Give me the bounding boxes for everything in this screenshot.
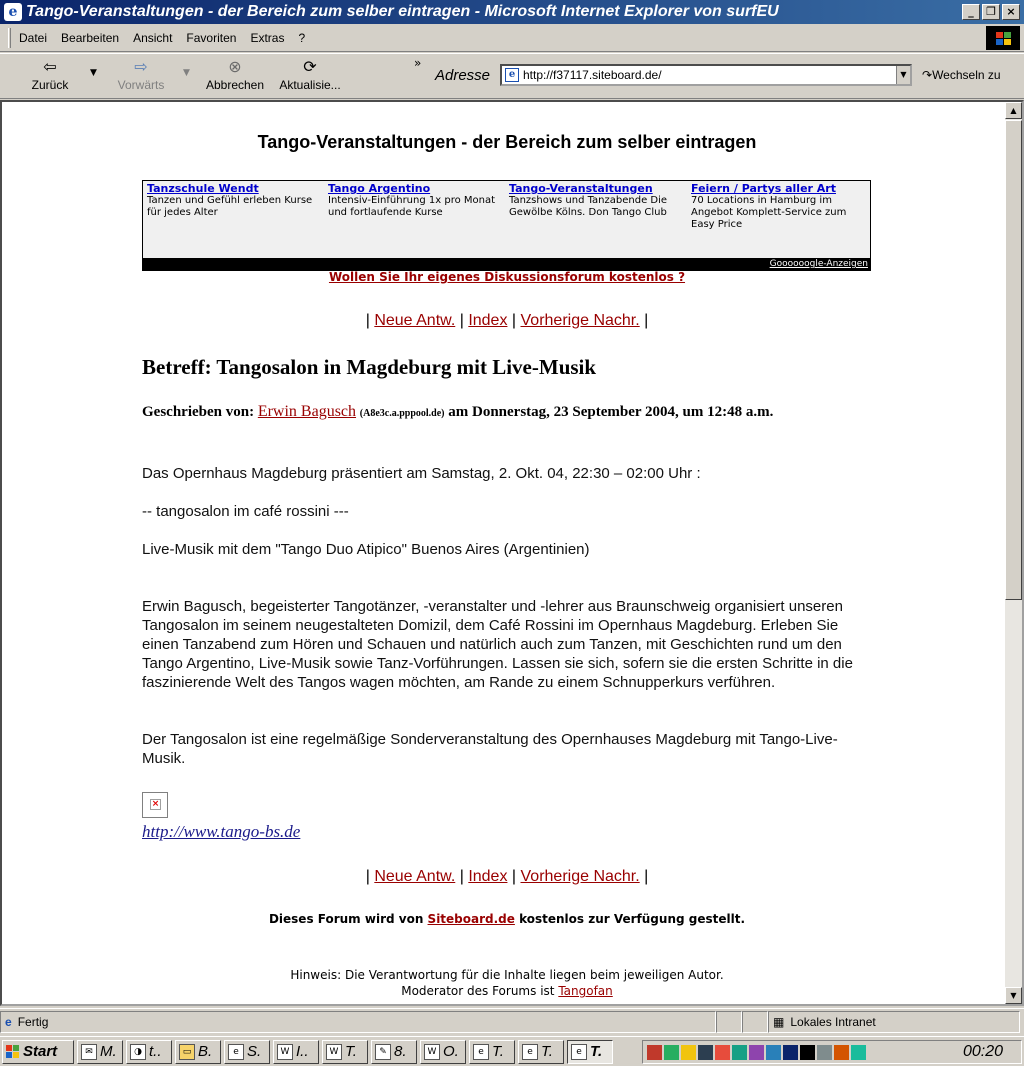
ad-item[interactable] bbox=[147, 183, 325, 219]
window-title: Tango-Veranstaltungen - der Bereich zum selber eintragen - Microsoft Internet Explorer von surfEU bbox=[26, 3, 779, 20]
post-paragraph: Der Tangosalon ist eine regelmäßige Sonderveranstaltung des Opernhauses Magdeburg mit Tango-Live-Musik. bbox=[142, 731, 838, 767]
post-paragraph: Erwin Bagusch, begeisterter Tangotänzer, -veranstalter und -lehrer aus Braunschweig organisiert unseren Tangosalon im seinem neugestalteten Domizil, dem Café Rossini im Opernhaus Magdeburg. Erleben Sie einen Tanzabend zum Hören und Schauen und natürlich auch zum Tanzen, mit Geschichten rund um den Tango Argentino, Live-Musik sowie Tanz-Vorführungen. Lassen sie sich, sofern sie die ersten Schritte in die faszinierende Welt des Tangos wagen möchten, am Rande zu einem Schnupperkurs verführen. bbox=[142, 598, 853, 691]
nav-links-top bbox=[142, 312, 872, 330]
forward-button[interactable] bbox=[110, 58, 172, 96]
tray-icon[interactable] bbox=[783, 1045, 798, 1060]
ad-text: Intensiv-Einführung 1x pro Monat und fortlaufende Kurse bbox=[328, 195, 496, 218]
tray-icon[interactable] bbox=[817, 1045, 832, 1060]
ad-text: 70 Locations in Hamburg im Angebot Komplett-Service zum Easy Price bbox=[691, 195, 847, 230]
scroll-up-button[interactable]: ▲ bbox=[1005, 102, 1022, 119]
disclaimer-text: Hinweis: Die Verantwortung für die Inhalte liegen beim jeweiligen Autor. bbox=[290, 968, 724, 982]
taskbar-item-label: T. bbox=[345, 1043, 357, 1060]
taskbar-item[interactable] bbox=[322, 1040, 368, 1064]
taskbar-item[interactable] bbox=[273, 1040, 319, 1064]
written-prefix: Geschrieben von: bbox=[142, 404, 255, 420]
word-icon: W bbox=[277, 1044, 293, 1060]
external-link[interactable]: http://www.tango-bs.de bbox=[142, 822, 301, 841]
address-label: Adresse bbox=[435, 67, 491, 84]
ad-text: Tanzen und Gefühl erleben Kurse für jedes Alter bbox=[147, 195, 313, 218]
start-button[interactable] bbox=[2, 1040, 74, 1064]
ad-item[interactable] bbox=[691, 183, 869, 231]
title-bar bbox=[0, 0, 1024, 24]
google-ads-link[interactable]: Goooooogle-Anzeigen bbox=[769, 259, 868, 269]
windows-logo bbox=[986, 26, 1020, 50]
nav-separator: | bbox=[365, 868, 375, 885]
taskbar-item[interactable] bbox=[77, 1040, 123, 1064]
taskbar-item-label: O. bbox=[443, 1043, 459, 1060]
close-button[interactable]: × bbox=[1002, 4, 1020, 20]
tray-icon[interactable] bbox=[851, 1045, 866, 1060]
own-forum-link[interactable]: Wollen Sie Ihr eigenes Diskussionsforum kostenlos ? bbox=[328, 270, 686, 284]
zone-cell bbox=[768, 1011, 1020, 1033]
stop-button[interactable] bbox=[200, 58, 270, 96]
page-title: Tango-Veranstaltungen - der Bereich zum selber eintragen bbox=[257, 132, 757, 152]
ad-title[interactable]: Tanzschule Wendt bbox=[147, 182, 259, 195]
taskbar-item-label: t.. bbox=[149, 1043, 162, 1060]
taskbar-item[interactable] bbox=[371, 1040, 417, 1064]
menu-bar bbox=[0, 25, 1024, 52]
taskbar-item[interactable] bbox=[224, 1040, 270, 1064]
go-arrow-icon: ↷ bbox=[922, 68, 933, 82]
address-bar[interactable] bbox=[500, 64, 912, 86]
menu-favoriten[interactable]: Favoriten bbox=[186, 31, 237, 45]
provided-suffix: kostenlos zur Verfügung gestellt. bbox=[519, 912, 746, 926]
nav-separator: | bbox=[507, 312, 521, 329]
author-host: (A8e3c.a.pppool.de) bbox=[359, 408, 445, 419]
nav-separator: | bbox=[455, 312, 469, 329]
toolbar bbox=[0, 53, 1024, 99]
author-link[interactable]: Erwin Bagusch bbox=[257, 403, 357, 420]
ad-title[interactable]: Feiern / Partys aller Art bbox=[691, 182, 836, 195]
status-cell bbox=[742, 1011, 768, 1033]
ie-icon: e bbox=[473, 1044, 489, 1060]
written-date: am Donnerstag, 23 September 2004, um 12:48 a.m. bbox=[448, 404, 774, 420]
disclaimer bbox=[142, 967, 872, 999]
post-subject: Betreff: Tangosalon in Magdeburg mit Live-Musik bbox=[142, 355, 597, 379]
index-link[interactable]: Index bbox=[468, 312, 508, 329]
status-bar bbox=[0, 1008, 1024, 1034]
moderator-prefix: Moderator des Forums ist bbox=[401, 984, 555, 998]
post-paragraph: Live-Musik mit dem "Tango Duo Atipico" Buenos Aires (Argentinien) bbox=[142, 541, 590, 558]
app-icon: ✉ bbox=[81, 1044, 97, 1060]
tray-icon[interactable] bbox=[800, 1045, 815, 1060]
tray-icon[interactable] bbox=[834, 1045, 849, 1060]
taskbar-item-label: T. bbox=[492, 1043, 504, 1060]
back-button[interactable] bbox=[24, 58, 76, 96]
tray-icon[interactable] bbox=[698, 1045, 713, 1060]
status-text: Fertig bbox=[17, 1014, 49, 1029]
taskbar bbox=[0, 1036, 1024, 1066]
provided-by bbox=[142, 912, 872, 926]
back-arrow-icon: ⇦ bbox=[43, 59, 57, 76]
stop-icon: ⊗ bbox=[228, 59, 242, 76]
siteboard-link[interactable]: Siteboard.de bbox=[427, 912, 515, 926]
go-label: Wechseln zu bbox=[932, 68, 1001, 82]
refresh-label: Aktualisie... bbox=[279, 78, 341, 92]
tray-icon[interactable] bbox=[715, 1045, 730, 1060]
intranet-icon: ▦ bbox=[773, 1014, 785, 1029]
status-text-cell bbox=[0, 1011, 716, 1033]
taskbar-item[interactable] bbox=[126, 1040, 172, 1064]
ad-footer-bar bbox=[143, 258, 870, 270]
ie-icon: e bbox=[4, 3, 22, 21]
word-icon: W bbox=[424, 1044, 440, 1060]
taskbar-item-label: I.. bbox=[296, 1043, 309, 1060]
stop-label: Abbrechen bbox=[205, 78, 265, 92]
windows-flag-icon bbox=[6, 1045, 19, 1058]
menu-bearbeiten[interactable]: Bearbeiten bbox=[61, 31, 120, 45]
go-button[interactable] bbox=[922, 68, 1001, 82]
ie-icon: e bbox=[522, 1044, 538, 1060]
tray-icon[interactable] bbox=[681, 1045, 696, 1060]
new-reply-link[interactable]: Neue Antw. bbox=[374, 312, 456, 329]
toolbar-more-icon[interactable]: » bbox=[414, 56, 422, 70]
address-dropdown-icon[interactable]: ▼ bbox=[896, 66, 910, 84]
back-label: Zurück bbox=[31, 78, 69, 92]
page-icon: e bbox=[5, 1014, 12, 1029]
word-icon: W bbox=[326, 1044, 342, 1060]
app-icon: ◑ bbox=[130, 1044, 146, 1060]
index-link[interactable]: Index bbox=[468, 868, 508, 885]
taskbar-item-active[interactable] bbox=[567, 1040, 613, 1064]
page-icon: e bbox=[505, 68, 519, 82]
menu-grip bbox=[8, 28, 11, 48]
refresh-icon: ⟳ bbox=[303, 59, 317, 76]
menu-ansicht[interactable]: Ansicht bbox=[133, 31, 173, 45]
post-meta bbox=[142, 402, 862, 423]
taskbar-item-label: T. bbox=[541, 1043, 553, 1060]
prev-message-link[interactable]: Vorherige Nachr. bbox=[520, 312, 640, 329]
nav-separator: | bbox=[639, 868, 649, 885]
moderator-line bbox=[142, 983, 872, 999]
taskbar-item[interactable] bbox=[420, 1040, 466, 1064]
taskbar-item-label: S. bbox=[247, 1043, 262, 1060]
nav-separator: | bbox=[639, 312, 649, 329]
taskbar-item-label: 8. bbox=[394, 1043, 407, 1060]
broken-image-icon[interactable]: × bbox=[142, 792, 168, 818]
menu-help[interactable]: ? bbox=[298, 31, 306, 45]
ad-item[interactable] bbox=[328, 183, 506, 219]
start-label: Start bbox=[23, 1043, 58, 1060]
minimize-button[interactable]: _ bbox=[962, 4, 980, 20]
zone-text: Lokales Intranet bbox=[790, 1014, 876, 1029]
ad-box bbox=[142, 180, 871, 271]
post-paragraph: Das Opernhaus Magdeburg präsentiert am Samstag, 2. Okt. 04, 22:30 – 02:00 Uhr : bbox=[142, 465, 701, 482]
nav-separator: | bbox=[365, 312, 375, 329]
page-viewport[interactable] bbox=[0, 100, 1024, 1006]
scroll-down-button[interactable]: ▼ bbox=[1005, 987, 1022, 1004]
tray-icon[interactable] bbox=[664, 1045, 679, 1060]
system-tray bbox=[642, 1040, 1022, 1064]
ie-icon: e bbox=[228, 1044, 244, 1060]
taskbar-item[interactable] bbox=[469, 1040, 515, 1064]
maximize-button[interactable]: ❐ bbox=[982, 4, 1000, 20]
tray-icon[interactable] bbox=[749, 1045, 764, 1060]
app-icon: ✎ bbox=[375, 1044, 391, 1060]
vertical-scrollbar[interactable] bbox=[1005, 102, 1022, 1004]
forward-arrow-icon: ⇨ bbox=[134, 59, 148, 76]
moderator-link[interactable]: Tangofan bbox=[558, 984, 613, 998]
ad-text: Tanzshows und Tanzabende Die Gewölbe Kölns. Don Tango Club bbox=[509, 195, 668, 218]
tray-icon[interactable] bbox=[732, 1045, 747, 1060]
back-dropdown-icon[interactable]: ▼ bbox=[90, 68, 97, 78]
forward-dropdown-icon[interactable]: ▼ bbox=[183, 68, 190, 78]
nav-links-bottom bbox=[142, 868, 872, 886]
refresh-button[interactable] bbox=[274, 58, 346, 96]
nav-separator: | bbox=[455, 868, 469, 885]
new-reply-link[interactable]: Neue Antw. bbox=[374, 868, 456, 885]
provided-prefix: Dieses Forum wird von bbox=[268, 912, 424, 926]
taskbar-item-label: B. bbox=[198, 1043, 213, 1060]
taskbar-item[interactable] bbox=[518, 1040, 564, 1064]
prev-message-link[interactable]: Vorherige Nachr. bbox=[520, 868, 640, 885]
tray-icon[interactable] bbox=[647, 1045, 662, 1060]
menu-datei[interactable]: Datei bbox=[19, 31, 48, 45]
taskbar-item[interactable] bbox=[175, 1040, 221, 1064]
ie-icon: e bbox=[571, 1044, 587, 1060]
taskbar-item-label: T. bbox=[590, 1043, 603, 1060]
tray-icon[interactable] bbox=[766, 1045, 781, 1060]
address-input[interactable]: http://f37117.siteboard.de/ bbox=[523, 68, 662, 82]
nav-separator: | bbox=[507, 868, 521, 885]
scroll-thumb[interactable] bbox=[1005, 120, 1022, 600]
post-paragraph: -- tangosalon im café rossini --- bbox=[142, 503, 349, 520]
forward-label: Vorwärts bbox=[117, 78, 165, 92]
clock[interactable]: 00:20 bbox=[962, 1043, 1003, 1060]
menu-extras[interactable]: Extras bbox=[250, 31, 285, 45]
status-cell bbox=[716, 1011, 742, 1033]
window-controls bbox=[962, 4, 1020, 20]
ad-item[interactable] bbox=[509, 183, 687, 219]
ad-title[interactable]: Tango-Veranstaltungen bbox=[509, 182, 653, 195]
ad-title[interactable]: Tango Argentino bbox=[328, 182, 431, 195]
taskbar-item-label: M. bbox=[100, 1043, 117, 1060]
folder-icon: ▭ bbox=[179, 1044, 195, 1060]
